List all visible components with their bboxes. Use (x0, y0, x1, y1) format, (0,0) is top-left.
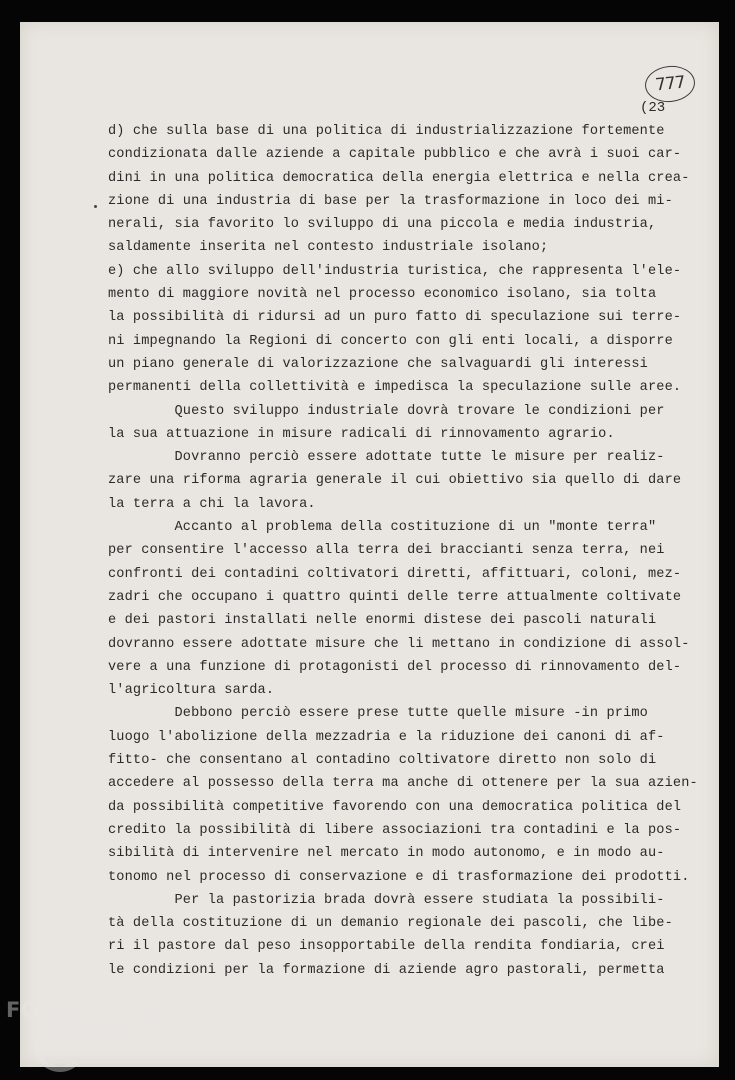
text-line: Debbono perciò essere prese tutte quelle misure -in primo (108, 706, 648, 722)
text-line: Dovranno perciò essere adottate tutte le misure per realiz- (108, 450, 665, 466)
text-line: condizionata dalle aziende a capitale pubblico e che avrà i suoi car- (108, 147, 682, 163)
text-line: Questo sviluppo industriale dovrà trovare le condizioni per (108, 403, 665, 419)
document-page (20, 22, 719, 1067)
text-line: ri il pastore dal peso insopportabile della rendita fondiaria, crei (108, 939, 665, 955)
text-line: Accanto al problema della costituzione di un "monte terra" (108, 520, 657, 536)
text-line: dovranno essere adottate misure che li mettano in condizione di assol- (108, 636, 690, 652)
text-line: tà della costituzione di un demanio regionale dei pascoli, che libe- (108, 916, 673, 932)
text-line: permanenti della collettività e impedisca la speculazione sulle aree. (108, 380, 682, 396)
ink-speck (94, 205, 97, 208)
text-line: zare una riforma agraria generale il cui obiettivo sia quello di dare (108, 473, 682, 489)
watermark-line-2: RAMSCI (54, 1024, 149, 1048)
text-line: sibilità di intervenire nel mercato in modo autonomo, e in modo au- (108, 846, 665, 862)
text-line: credito la possibilità di libere associazioni tra contadini e la pos- (108, 822, 682, 838)
watermark-line-1: FONDAZIONE (6, 998, 168, 1022)
archive-number-stamp (643, 63, 696, 104)
text-line: un piano generale di valorizzazione che salvaguardi gli interessi (108, 356, 648, 372)
text-line: zione di una industria di base per la trasformazione in loco dei mi- (108, 193, 673, 209)
text-line: dini in una politica democratica della energia elettrica e nella crea- (108, 170, 690, 186)
watermark-line-3: onlus (156, 1048, 183, 1059)
text-line: la sua attuazione in misure radicali di rinnovamento agrario. (108, 426, 615, 442)
text-line: le condizioni per la formazione di aziende agro pastorali, permetta (108, 962, 665, 978)
fondazione-gramsci-watermark (6, 998, 206, 1080)
text-line: vere a una funzione di protagonisti del processo di rinnovamento del- (108, 659, 682, 675)
text-line: e) che allo sviluppo dell'industria turistica, che rappresenta l'ele- (108, 263, 682, 279)
text-line: la possibilità di ridursi ad un puro fatto di speculazione sui terre- (108, 310, 682, 326)
archive-number: 777 (654, 72, 686, 96)
text-line: zadri che occupano i quattro quinti delle terre attualmente coltivate (108, 589, 682, 605)
text-line: accedere al possesso della terra ma anche di ottenere per la sua azien- (108, 776, 698, 792)
text-line: tonomo nel processo di conservazione e di trasformazione dei prodotti. (108, 869, 690, 885)
text-line: confronti dei contadini coltivatori diretti, affittuari, coloni, mez- (108, 566, 682, 582)
text-line: Per la pastorizia brada dovrà essere studiata la possibili- (108, 892, 665, 908)
page-number: (23 (640, 100, 666, 116)
text-line: da possibilità competitive favorendo con una democratica politica del (108, 799, 682, 815)
text-line: nerali, sia favorito lo sviluppo di una piccola e media industria, (108, 217, 657, 233)
typed-text-body (108, 120, 698, 982)
text-line: saldamente inserita nel contesto industriale isolano; (108, 240, 549, 256)
text-line: ni impegnando la Regioni di concerto con gli enti locali, a disporre (108, 333, 673, 349)
text-line: per consentire l'accesso alla terra dei braccianti senza terra, nei (108, 543, 665, 559)
text-line: fitto- che consentano al contadino coltivatore diretto non solo di (108, 753, 657, 769)
text-line: d) che sulla base di una politica di industrializzazione fortemente (108, 124, 665, 139)
text-line: la terra a chi la lavora. (108, 496, 316, 512)
text-line: e dei pastori installati nelle enormi distese dei pascoli naturali (108, 613, 657, 629)
text-line: mento di maggiore novità nel processo economico isolano, sia tolta (108, 287, 657, 303)
text-line: luogo l'abolizione della mezzadria e la riduzione dei canoni di af- (108, 729, 665, 745)
text-line: l'agricoltura sarda. (108, 683, 275, 699)
